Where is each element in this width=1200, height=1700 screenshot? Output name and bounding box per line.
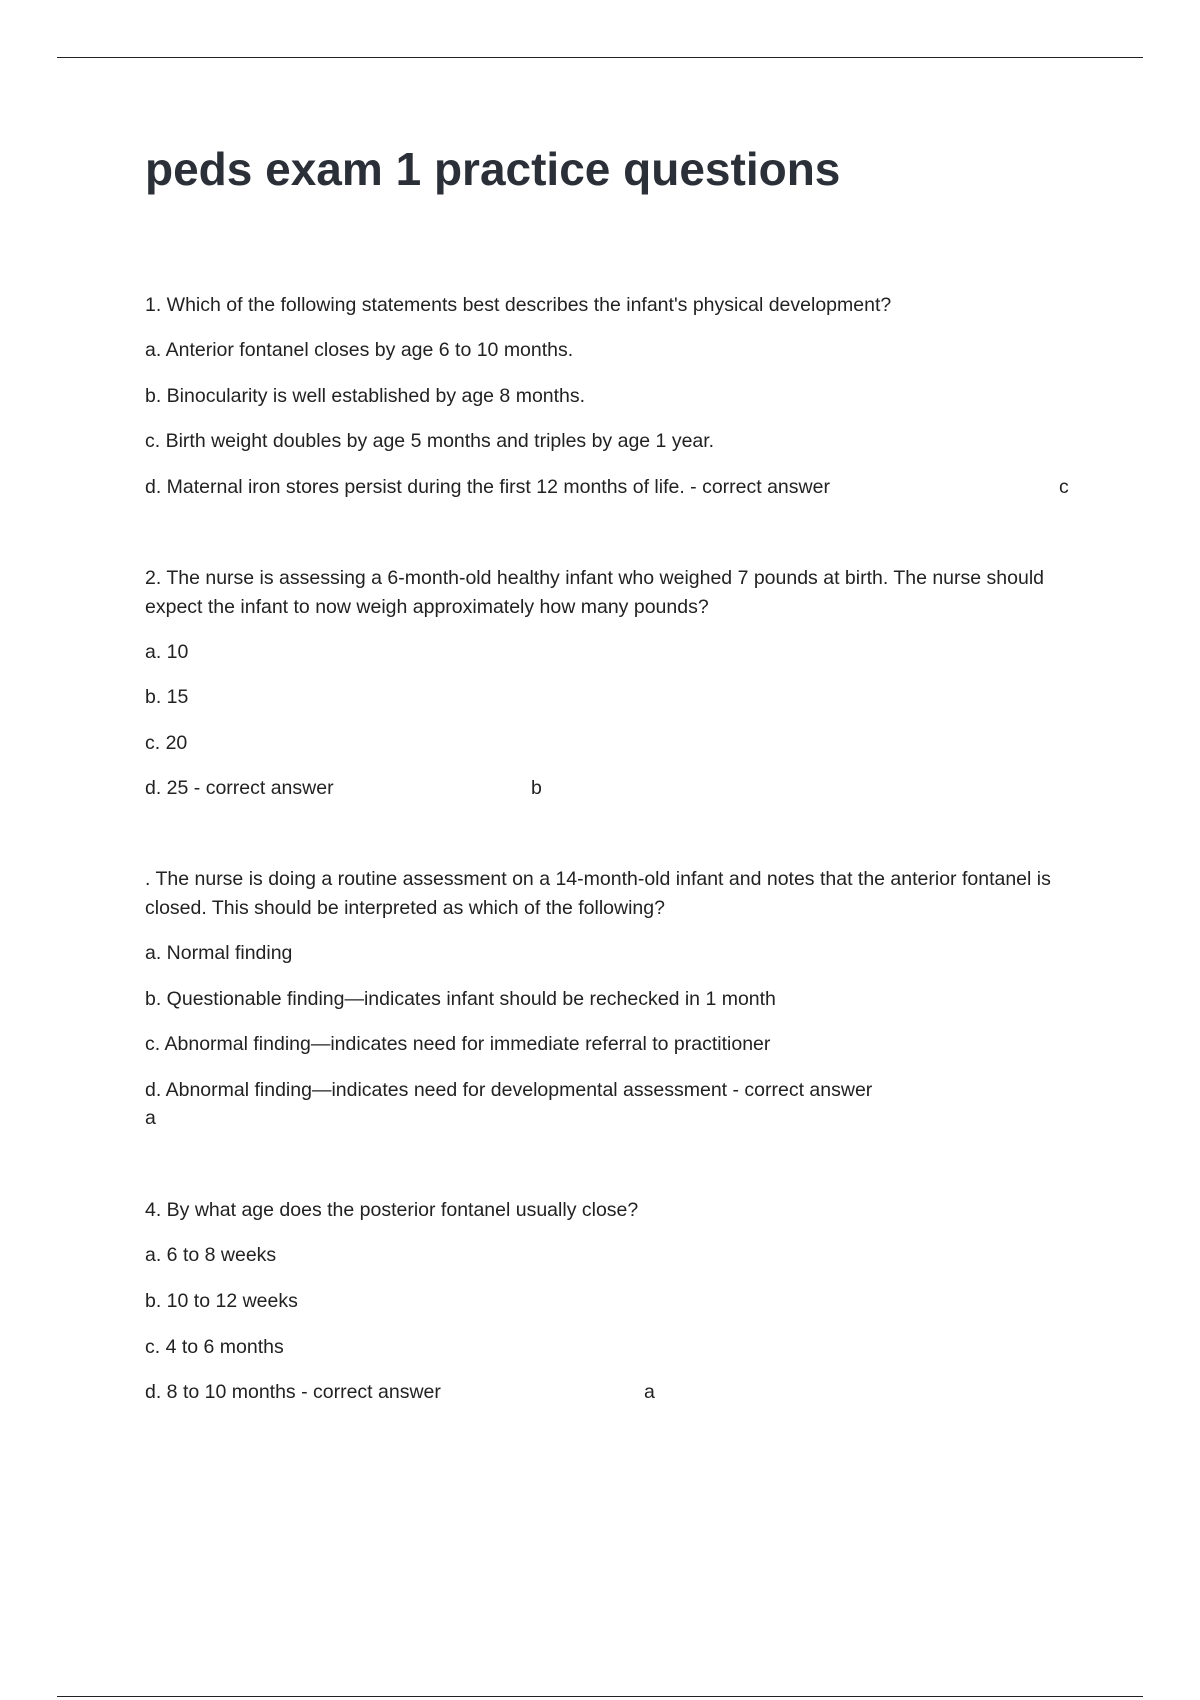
option-a: a. Normal finding	[145, 942, 293, 964]
option-c: c. Birth weight doubles by age 5 months and triples by age 1 year.	[145, 430, 715, 452]
option-d: d. 25 - correct answer	[145, 777, 334, 799]
option-d: d. 8 to 10 months - correct answer	[145, 1381, 441, 1403]
option-a: a. 10	[145, 641, 189, 663]
option-a: a. Anterior fontanel closes by age 6 to 10 months.	[145, 339, 574, 361]
option-c: c. 4 to 6 months	[145, 1336, 284, 1358]
option-b: b. Binocularity is well established by age 8 months.	[145, 385, 586, 407]
page-title: peds exam 1 practice questions	[145, 143, 841, 195]
option-d: d. Abnormal finding—indicates need for developmental assessment - correct answer	[145, 1079, 873, 1101]
answer-key: c	[1059, 476, 1069, 498]
option-c: c. 20	[145, 732, 188, 754]
option-a: a. 6 to 8 weeks	[145, 1244, 277, 1266]
answer-key: a	[145, 1107, 156, 1129]
option-b: b. Questionable finding—indicates infant should be rechecked in 1 month	[145, 988, 776, 1010]
question-stem: . The nurse is doing a routine assessment on a 14-month-old infant and notes that the anterior fontanel is closed. This should be interpreted as which of the following?	[145, 868, 1051, 919]
option-b: b. 10 to 12 weeks	[145, 1290, 298, 1312]
option-b: b. 15	[145, 686, 189, 708]
top-divider	[57, 57, 1143, 58]
option-c: c. Abnormal finding—indicates need for immediate referral to practitioner	[145, 1033, 771, 1055]
question-stem: 4. By what age does the posterior fontanel usually close?	[145, 1199, 639, 1221]
answer-key: b	[531, 777, 542, 799]
question-stem: 2. The nurse is assessing a 6-month-old healthy infant who weighed 7 pounds at birth. The nurse should expect the infant to now weigh approximately how many pounds?	[145, 567, 1044, 618]
option-d: d. Maternal iron stores persist during the first 12 months of life. - correct answer	[145, 476, 830, 498]
answer-key: a	[644, 1381, 655, 1403]
question-stem: 1. Which of the following statements best describes the infant's physical development?	[145, 294, 892, 316]
bottom-divider	[57, 1696, 1143, 1697]
